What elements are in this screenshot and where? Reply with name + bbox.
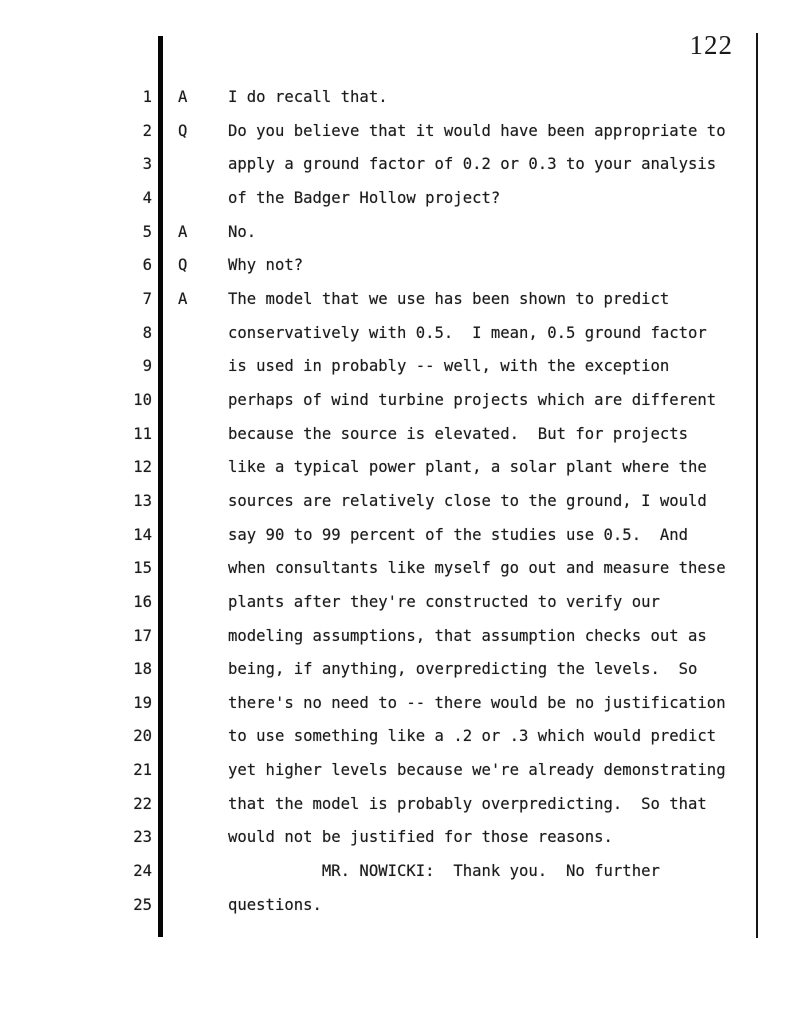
transcript-line — [0, 222, 756, 256]
line-number: 24 — [133, 862, 152, 881]
transcript-line — [0, 154, 756, 188]
line-text: when consultants like myself go out and measure these — [228, 559, 726, 578]
line-number: 9 — [142, 357, 152, 376]
line-number: 17 — [133, 626, 152, 645]
line-number: 1 — [142, 88, 152, 106]
line-number: 21 — [133, 761, 152, 780]
transcript-line — [0, 87, 756, 121]
line-number: 5 — [142, 222, 152, 241]
line-text: The model that we use has been shown to predict — [228, 289, 670, 308]
line-number: 18 — [133, 660, 152, 679]
line-number: 22 — [133, 794, 152, 813]
transcript-line — [0, 356, 756, 390]
transcript-line — [0, 827, 756, 861]
line-number: 25 — [133, 895, 152, 914]
line-text: is used in probably -- well, with the exception — [228, 357, 670, 376]
transcript-line — [0, 188, 756, 222]
transcript-body — [0, 87, 756, 928]
transcript-line — [0, 424, 756, 458]
transcript-line — [0, 895, 756, 929]
transcript-line — [0, 861, 756, 895]
line-number: 11 — [133, 424, 152, 443]
line-number: 20 — [133, 727, 152, 746]
line-text: MR. NOWICKI: Thank you. No further — [228, 862, 660, 881]
transcript-line — [0, 323, 756, 357]
line-text: say 90 to 99 percent of the studies use 0.5. And — [228, 525, 689, 544]
line-number: 12 — [133, 458, 152, 477]
line-number: 16 — [133, 592, 152, 611]
transcript-line — [0, 390, 756, 424]
line-number: 3 — [142, 155, 152, 174]
speaker-label: Q — [178, 256, 188, 275]
line-number: 7 — [142, 289, 152, 308]
transcript-line — [0, 726, 756, 760]
line-text: questions. — [228, 895, 322, 914]
right-margin-rule — [756, 33, 758, 938]
transcript-line — [0, 659, 756, 693]
transcript-line — [0, 558, 756, 592]
line-number: 2 — [142, 121, 152, 140]
line-number: 13 — [133, 491, 152, 510]
line-text: to use something like a .2 or .3 which would predict — [228, 727, 717, 746]
transcript-line — [0, 525, 756, 559]
speaker-label: A — [178, 222, 188, 241]
line-text: that the model is probably overpredicting. So that — [228, 794, 707, 813]
line-text: Why not? — [228, 256, 304, 275]
line-number: 23 — [133, 828, 152, 847]
line-text: of the Badger Hollow project? — [228, 188, 501, 207]
line-number: 14 — [133, 525, 152, 544]
transcript-line — [0, 491, 756, 525]
line-text: would not be justified for those reasons. — [228, 828, 613, 847]
line-text: because the source is elevated. But for projects — [228, 424, 689, 443]
transcript-line — [0, 760, 756, 794]
line-number: 6 — [142, 256, 152, 275]
speaker-label: A — [178, 88, 188, 106]
speaker-label: A — [178, 289, 188, 308]
line-number: 4 — [142, 188, 152, 207]
line-text: No. — [228, 222, 257, 241]
line-text: there's no need to -- there would be no justification — [228, 693, 726, 712]
line-text: sources are relatively close to the ground, I would — [228, 491, 707, 510]
transcript-line — [0, 255, 756, 289]
line-text: conservatively with 0.5. I mean, 0.5 ground factor — [228, 323, 707, 342]
transcript-line — [0, 457, 756, 491]
line-text: yet higher levels because we're already demonstrating — [228, 761, 726, 780]
transcript-line — [0, 592, 756, 626]
line-text: perhaps of wind turbine projects which are different — [228, 390, 717, 409]
line-number: 8 — [142, 323, 152, 342]
transcript-line — [0, 121, 756, 155]
line-text: plants after they're constructed to verify our — [228, 592, 660, 611]
line-text: like a typical power plant, a solar plant where the — [228, 458, 707, 477]
line-number: 15 — [133, 559, 152, 578]
speaker-label: Q — [178, 121, 188, 140]
line-number: 19 — [133, 693, 152, 712]
line-text: being, if anything, overpredicting the levels. So — [228, 660, 698, 679]
transcript-line — [0, 693, 756, 727]
transcript-line — [0, 626, 756, 660]
page-number: 122 — [689, 30, 733, 60]
transcript-line — [0, 289, 756, 323]
transcript-line — [0, 794, 756, 828]
line-number: 10 — [133, 390, 152, 409]
line-text: I do recall that. — [228, 88, 388, 106]
line-text: Do you believe that it would have been appropriate to — [228, 121, 726, 140]
line-text: modeling assumptions, that assumption checks out as — [228, 626, 707, 645]
line-text: apply a ground factor of 0.2 or 0.3 to your analysis — [228, 155, 717, 174]
